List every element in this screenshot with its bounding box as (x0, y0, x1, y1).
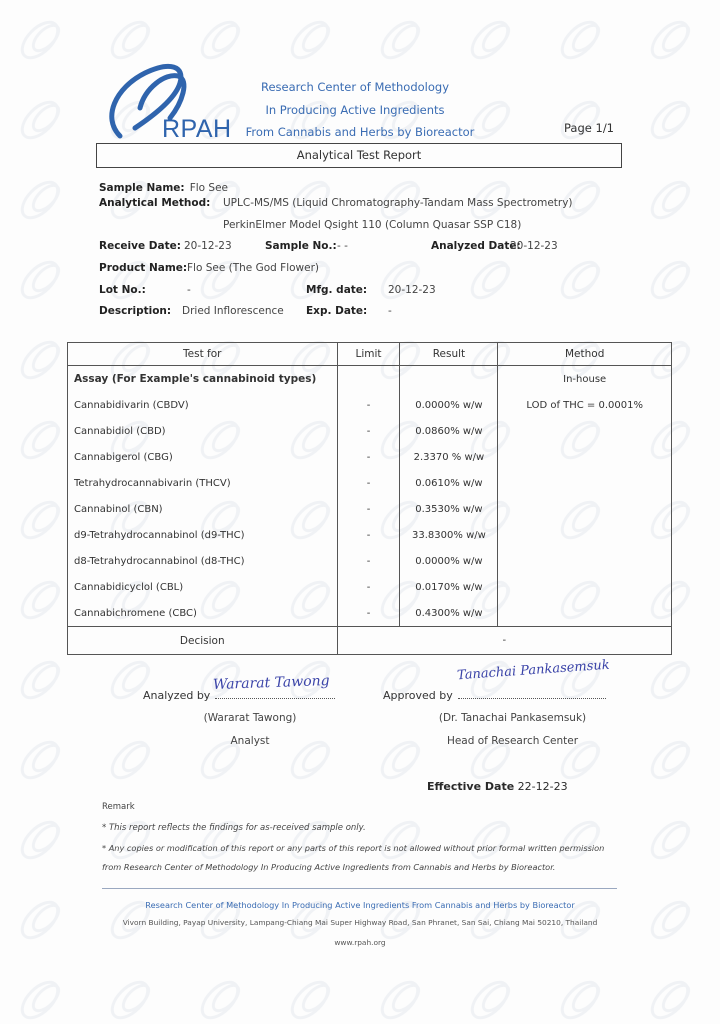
footer-org: Research Center of Methodology In Producing Active Ingredients From Cannabis and Herbs by Bioreactor (145, 900, 575, 910)
sample-no-value: - - (337, 240, 348, 252)
method-label: Analytical Method: (99, 197, 211, 209)
test-limit: - (337, 600, 400, 627)
method-cell (498, 496, 672, 522)
test-limit: - (337, 522, 400, 548)
lot-no-label: Lot No.: (99, 284, 146, 296)
analyzed-date-value: 20-12-23 (510, 240, 558, 252)
method-cell (498, 444, 672, 470)
method-cell (498, 522, 672, 548)
signature-line (458, 686, 606, 699)
analyst-signature: Wararat Tawong (212, 672, 330, 694)
remark-line-1: * This report reflects the findings for as-received sample only. (102, 823, 366, 833)
test-name: d8-Tetrahydrocannabinol (d8-THC) (68, 548, 338, 574)
logo-wordmark: RPAH (162, 115, 232, 143)
effective-date-value: 22-12-23 (517, 780, 568, 793)
mfg-date-value: 20-12-23 (388, 284, 436, 296)
footer-website[interactable]: www.rpah.org (334, 938, 386, 947)
test-name: Cannabidiol (CBD) (68, 418, 338, 444)
decision-label: Decision (68, 627, 338, 655)
lot-no-value: - (187, 284, 191, 296)
test-name: Tetrahydrocannabivarin (THCV) (68, 470, 338, 496)
test-name: Cannabidivarin (CBDV) (68, 392, 338, 418)
header-limit: Limit (337, 343, 400, 366)
test-result: 0.0000% w/w (400, 548, 498, 574)
table-row (68, 600, 672, 627)
assay-label: Assay (For Example's cannabinoid types) (68, 366, 338, 393)
page-number: Page 1/1 (564, 121, 615, 135)
test-name: Cannabichromene (CBC) (68, 600, 338, 627)
remark-title: Remark (102, 802, 135, 812)
approver-signature: Tanachai Pankasemsuk (456, 657, 611, 684)
table-row (68, 470, 672, 496)
sample-no-label: Sample No.: (265, 240, 337, 252)
table-row (68, 574, 672, 600)
test-limit: - (337, 470, 400, 496)
method-cell (498, 470, 672, 496)
receive-date-value: 20-12-23 (184, 240, 232, 252)
test-name: Cannabidicyclol (CBL) (68, 574, 338, 600)
analyzed-date-label: Analyzed Date: (431, 240, 521, 252)
approver-name: (Dr. Tanachai Pankasemsuk) (438, 712, 587, 724)
test-limit: - (337, 392, 400, 418)
test-name: Cannabinol (CBN) (68, 496, 338, 522)
method-cell (498, 574, 672, 600)
method-cell (498, 600, 672, 627)
test-name: d9-Tetrahydrocannabinol (d9-THC) (68, 522, 338, 548)
test-limit: - (337, 496, 400, 522)
table-row (68, 548, 672, 574)
test-limit: - (337, 444, 400, 470)
table-row (68, 496, 672, 522)
org-name-line-1: Research Center of Methodology (260, 80, 449, 94)
approved-by-block (383, 684, 606, 703)
test-limit: - (337, 574, 400, 600)
analyzed-by-label: Analyzed by (143, 689, 211, 702)
method-line-2: PerkinElmer Model Qsight 110 (Column Quasar SSP C18) (223, 219, 522, 231)
remark-line-3: from Research Center of Methodology In Producing Active Ingredients from Cannabis and Herbs by Bioreactor. (102, 862, 556, 872)
sample-name-field (99, 176, 228, 195)
org-name-line-2: In Producing Active Ingredients (265, 103, 445, 117)
method-cell (498, 548, 672, 574)
description-value: Dried Inflorescence (182, 305, 284, 317)
product-name-label: Product Name: (99, 262, 188, 274)
test-result: 2.3370 % w/w (400, 444, 498, 470)
table-header-row (68, 343, 672, 366)
test-limit: - (337, 418, 400, 444)
product-name-value: Flo See (The God Flower) (187, 262, 320, 274)
decision-row (68, 627, 672, 655)
footer-divider (102, 888, 617, 889)
exp-date-label: Exp. Date: (306, 305, 368, 317)
effective-date-label: Effective Date (427, 780, 515, 793)
test-result: 0.0860% w/w (400, 418, 498, 444)
table-row (68, 522, 672, 548)
decision-value: - (337, 627, 671, 655)
assay-result-cell (400, 366, 498, 393)
test-result: 0.3530% w/w (400, 496, 498, 522)
assay-limit-cell (337, 366, 400, 393)
remark-line-2: * Any copies or modification of this report or any parts of this report is not allowed without prior formal written permission (102, 843, 605, 853)
test-result: 0.0000% w/w (400, 392, 498, 418)
method-cell (498, 418, 672, 444)
analyst-title: Analyst (230, 735, 270, 747)
mfg-date-label: Mfg. date: (306, 284, 368, 296)
analyst-name: (Wararat Tawong) (203, 712, 297, 724)
header-test-for: Test for (68, 343, 338, 366)
method-note: LOD of THC = 0.0001% (498, 392, 672, 418)
method-name: In-house (498, 366, 672, 393)
results-table (67, 342, 672, 655)
description-label: Description: (99, 305, 172, 317)
table-row (68, 392, 672, 418)
header-result: Result (400, 343, 498, 366)
test-result: 0.0610% w/w (400, 470, 498, 496)
sample-name-label: Sample Name: (99, 182, 185, 194)
effective-date (427, 780, 568, 793)
test-result: 0.4300% w/w (400, 600, 498, 627)
assay-row (68, 366, 672, 393)
table-row (68, 444, 672, 470)
org-name-line-3: From Cannabis and Herbs by Bioreactor (245, 125, 475, 139)
test-limit: - (337, 548, 400, 574)
receive-date-label: Receive Date: (99, 240, 181, 252)
report-title: Analytical Test Report (96, 143, 622, 168)
test-result: 0.0170% w/w (400, 574, 498, 600)
sample-name-value: Flo See (189, 182, 229, 194)
approver-title: Head of Research Center (446, 735, 579, 747)
test-name: Cannabigerol (CBG) (68, 444, 338, 470)
method-line-1: UPLC-MS/MS (Liquid Chromatography-Tandam Mass Spectrometry) (223, 197, 573, 209)
table-row (68, 418, 672, 444)
footer-address: Vivorn Building, Payap University, Lampang-Chiang Mai Super Highway Road, San Phranet, San Sai, Chiang Mai 50210, Thailand (122, 918, 598, 927)
exp-date-value: - (388, 305, 392, 317)
header-method: Method (498, 343, 672, 366)
test-result: 33.8300% w/w (400, 522, 498, 548)
approved-by-label: Approved by (383, 689, 453, 702)
